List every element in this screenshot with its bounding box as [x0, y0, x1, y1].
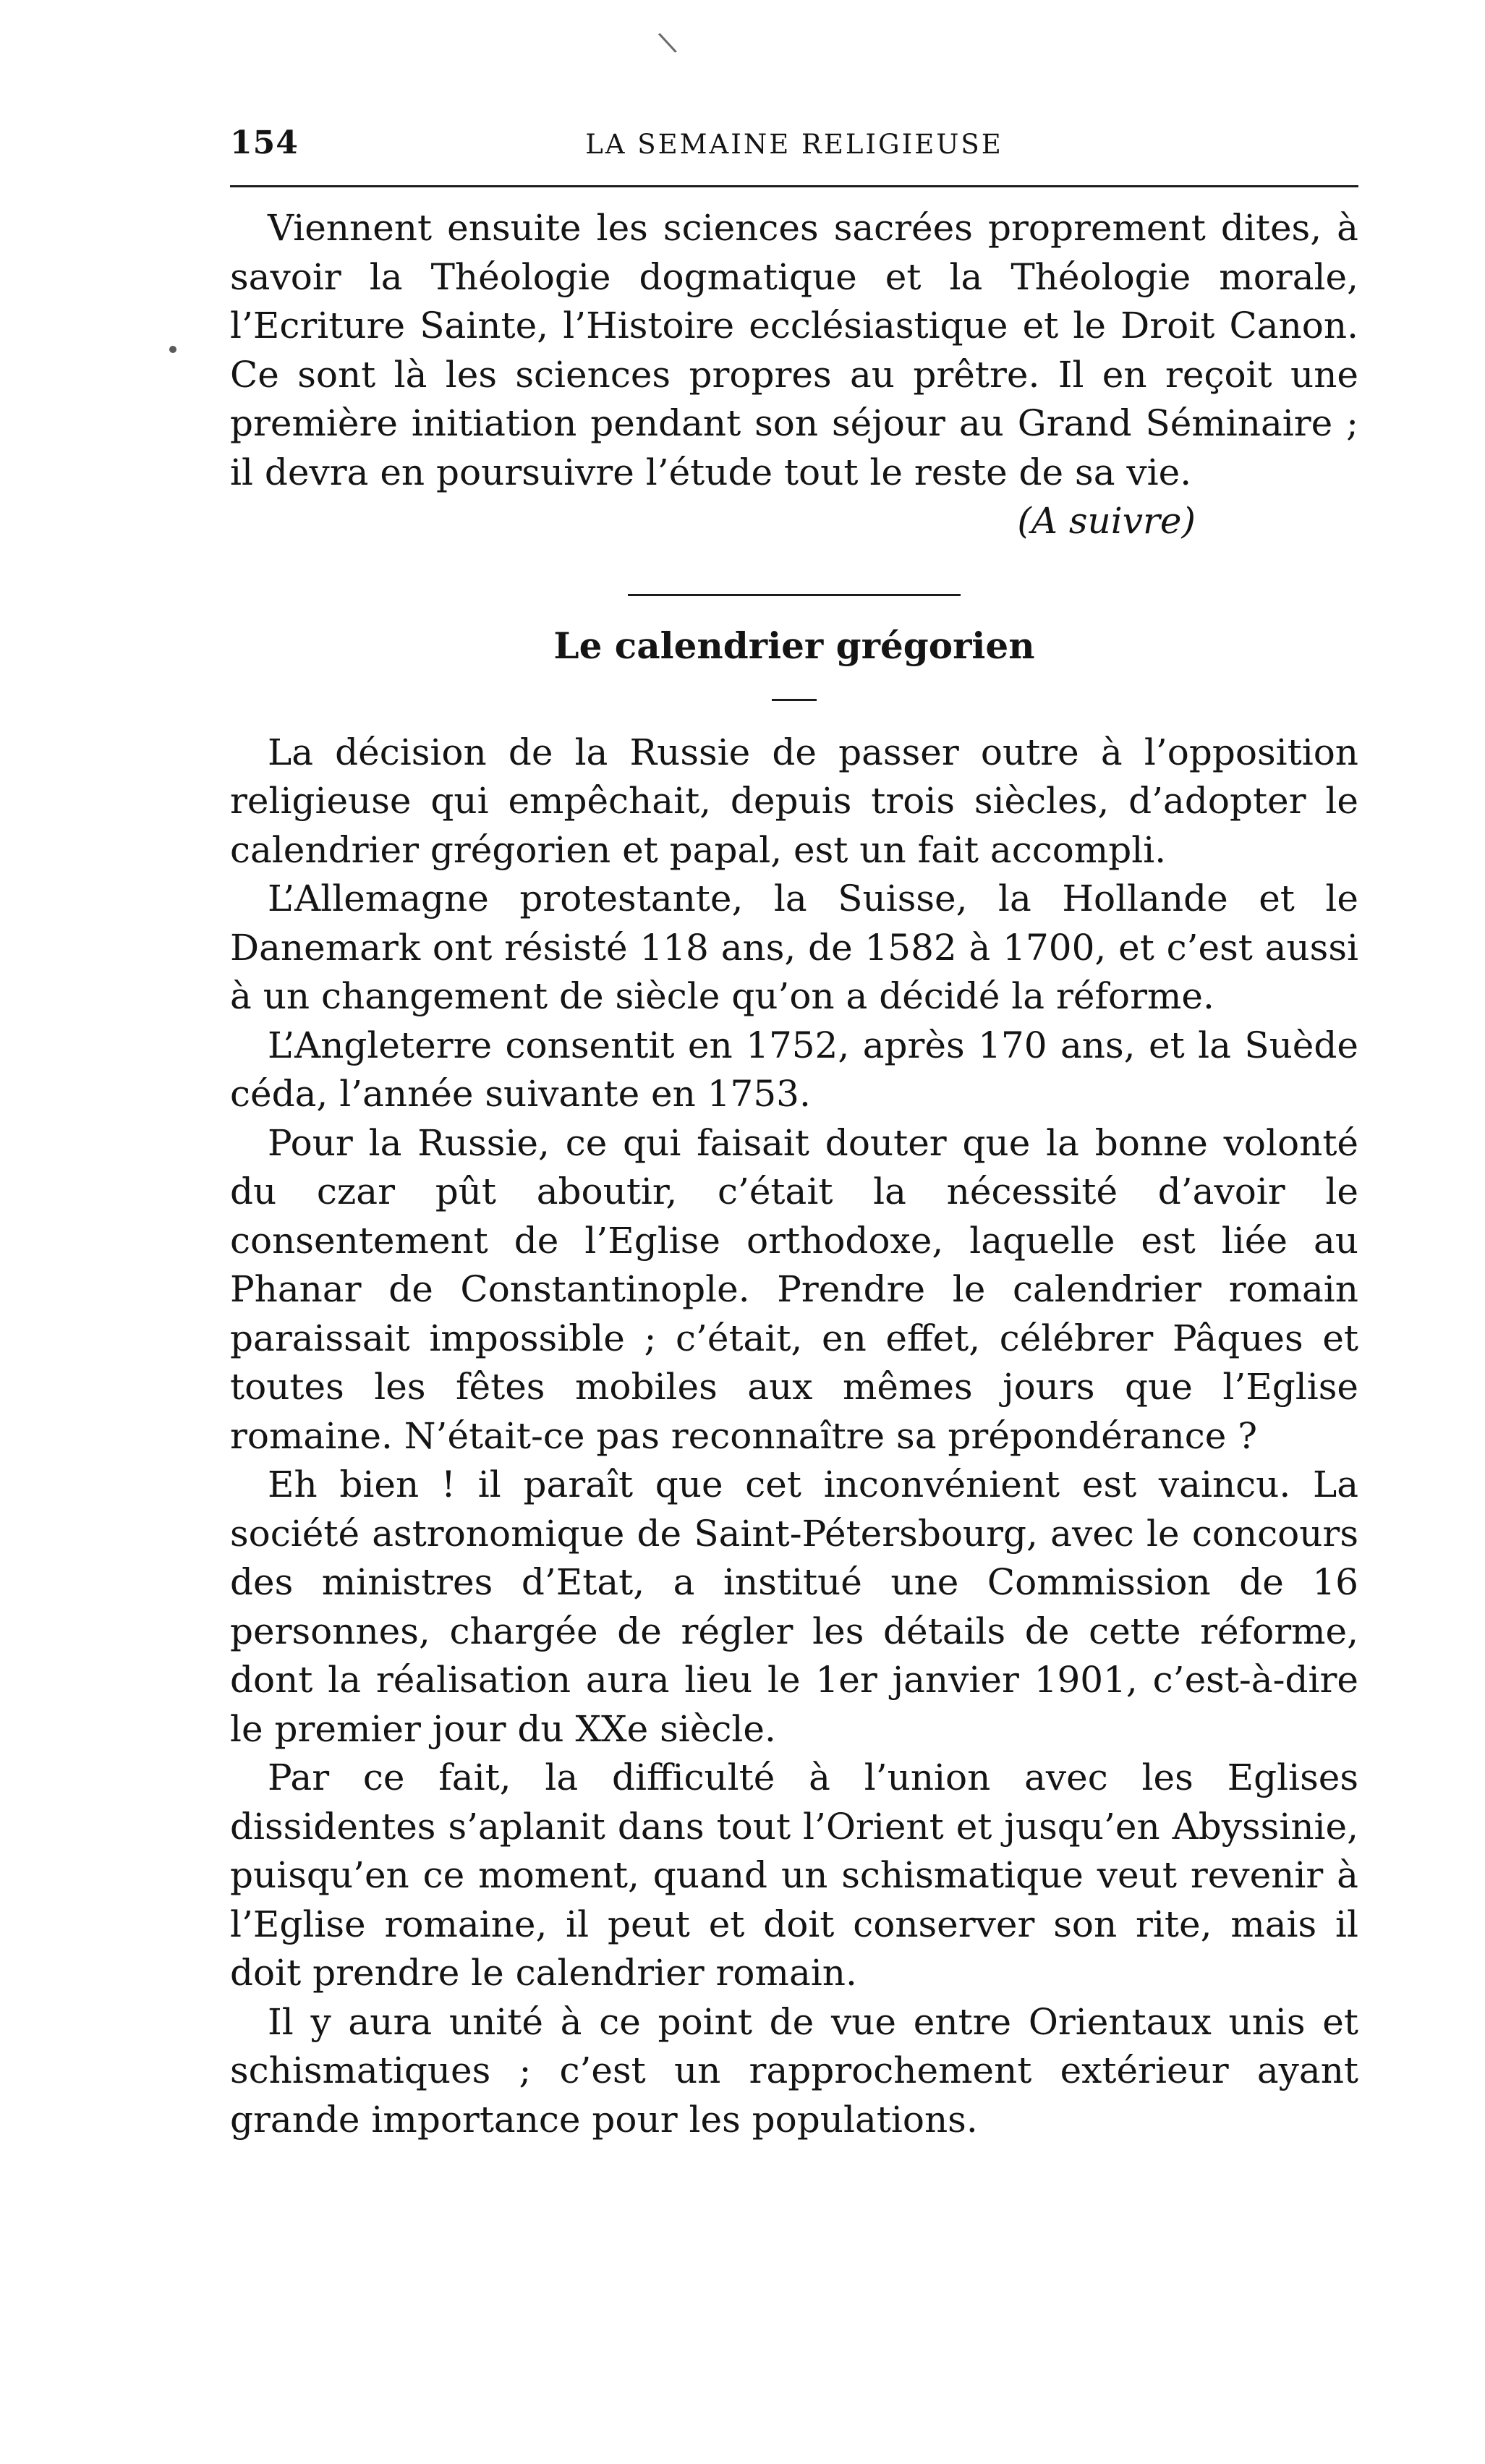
article-paragraph: Pour la Russie, ce qui faisait douter que la bonne volonté du czar pût aboutir, c’était la nécessité d’avoir le consentement de l’Eglise orthodoxe, laquelle est liée au Phanar de Constantinople. Prendre le calendrier romain paraissait impossible ; c’était, en effet, célébrer Pâques et toutes les fêtes mobiles aux mêmes jours que l’Eglise romaine. N’était-ce pas reconnaître sa prépondérance ? — [230, 1121, 1358, 1457]
continued-note: (A suivre) — [1017, 500, 1196, 542]
page-body — [230, 204, 1358, 2144]
section-separator — [628, 594, 961, 596]
running-title: LA SEMAINE RELIGIEUSE — [585, 129, 1003, 160]
title-rule — [772, 699, 817, 701]
page-header — [230, 124, 1358, 175]
page-number: 154 — [230, 124, 299, 161]
header-rule — [230, 185, 1358, 187]
article-paragraph: Par ce fait, la difficulté à l’union avec les Eglises dissidentes s’aplanit dans tout l’Orient et jusqu’en Abyssinie, puisqu’en ce moment, quand un schismatique veut revenir à l’Eglise romaine, il peut et doit conserver son rite, mais il doit prendre le calendrier romain. — [230, 1756, 1358, 1994]
article-title: Le calendrier grégorien — [553, 624, 1035, 667]
intro-paragraph: Viennent ensuite les sciences sacrées proprement dites, à savoir la Théologie dogmatique et la Théologie morale, l’Ecriture Sainte, l’Histoire ecclésiastique et le Droit Canon. Ce sont là les sciences propres au prêtre. Il en reçoit une première initiation pendant son séjour au Grand Séminaire ; il devra en poursuivre l’étude tout le reste de sa vie. — [230, 207, 1358, 493]
article-paragraph: Il y aura unité à ce point de vue entre Orientaux unis et schismatiques ; c’est un rapprochement extérieur ayant grande importance pour les populations. — [230, 2000, 1358, 2141]
article-paragraph: La décision de la Russie de passer outre à l’opposition religieuse qui empêchait, depuis trois siècles, d’adopter le calendrier grégorien et papal, est un fait accompli. — [230, 731, 1358, 871]
article-paragraph: L’Allemagne protestante, la Suisse, la Hollande et le Danemark ont résisté 118 ans, de 1582 à 1700, et c’est aussi à un changement de siècle qu’on a décidé la réforme. — [230, 878, 1358, 1017]
article-paragraph: L’Angleterre consentit en 1752, après 170 ans, et la Suède céda, l’année suivante en 1753. — [230, 1024, 1358, 1115]
article-paragraph: Eh bien ! il paraît que cet inconvénient est vaincu. La société astronomique de Saint-Pétersbourg, avec le concours des ministres d’Etat, a institué une Commission de 16 personnes, chargée de régler les détails de cette réforme, dont la réalisation aura lieu le 1er janvier 1901, c’est-à-dire le premier jour du XXe siècle. — [230, 1463, 1358, 1750]
scan-mark: \ — [655, 25, 679, 60]
scan-dot — [169, 346, 176, 353]
